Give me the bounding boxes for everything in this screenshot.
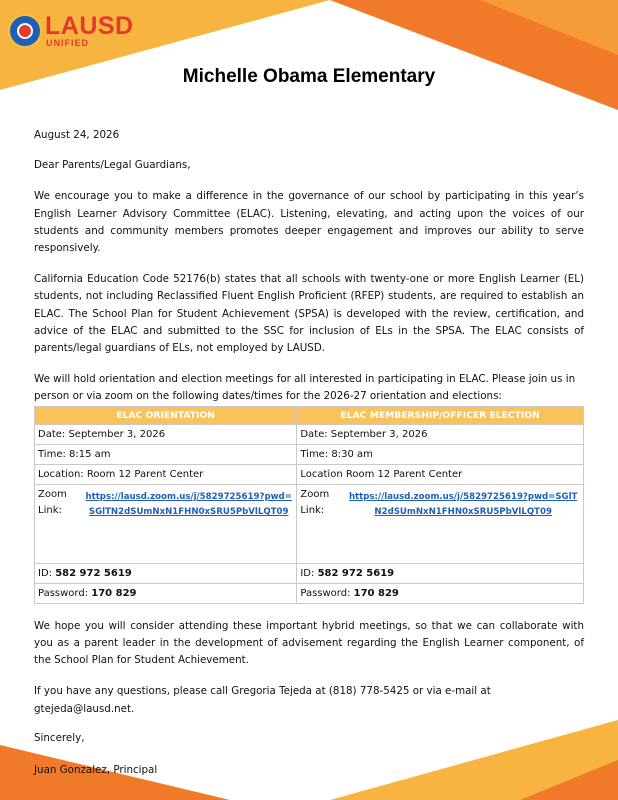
lausd-seal-icon [8,14,42,48]
logo-sub: UNIFIED [46,38,89,48]
zoom-label: Zoom Link: [38,488,67,516]
logo-name: LAUSD [45,12,134,40]
paragraph-education-code: California Education Code 52176(b) states that all schools with twenty-one or more English Learner (EL) students, not including Reclassified Fluent English Proficient (RFEP) students, are required to establish an ELAC. The School Plan for Student Achievement (SPSA) is developed with the review, certification, and advice of the ELAC and submitted to the SSC for inclusion of ELs in the SPSA. The ELAC consists of parents/legal guardians of ELs, not employed by LAUSD. [34,273,584,355]
table-row [35,444,584,464]
table-row [35,583,584,603]
greeting: Dear Parents/Legal Guardians, [34,159,191,172]
election-zoom-cell [297,484,584,563]
election-password [297,583,584,603]
letter-body [34,127,584,779]
id-label: ID: [38,567,56,579]
password-value: 170 829 [353,587,399,599]
meeting-table [34,406,584,604]
header-election: ELAC MEMBERSHIP/OFFICER ELECTION [297,406,584,424]
zoom-label: Zoom Link: [300,488,330,516]
table-row [35,484,584,563]
password-label: Password: [38,587,92,599]
paragraph-intro: We encourage you to make a difference in the governance of our school by participating in this year’s English Learner Advisory Committee (ELAC). Listening, elevating, and acting upon the voices of our students and community members promotes deeper engagement and improves our ability to serve responsively. [34,190,584,255]
table-row [35,563,584,583]
id-value: 582 972 5619 [317,567,395,579]
table-header-row [35,406,584,424]
orientation-zoom-cell [35,484,297,563]
header-orientation: ELAC ORIENTATION [35,406,297,424]
paragraph-hope: We hope you will consider attending these important hybrid meetings, so that we can collaborate with you as a parent leader in the development of advisement regarding the English Learner component, of the School Plan for Student Achievement. [34,619,584,667]
school-title: Michelle Obama Elementary [182,66,436,87]
lausd-logo [8,14,134,48]
election-id [297,563,584,583]
orientation-id [35,563,297,583]
orientation-time: Time: 8:15 am [35,444,297,464]
closing: Sincerely, [34,731,85,744]
password-label: Password: [300,587,354,599]
election-location: Location Room 12 Parent Center [297,464,584,484]
table-row [35,464,584,484]
orientation-location: Location: Room 12 Parent Center [35,464,297,484]
election-date: Date: September 3, 2026 [297,424,584,444]
paragraph-contact: If you have any questions, please call Gregoria Tejeda at (818) 778-5425 or via e-mail at gtejeda@lausd.net. [34,685,491,715]
orientation-password [35,583,297,603]
table-row [35,424,584,444]
election-zoom-link[interactable]: https://lausd.zoom.us/j/5829725619?pwd=SGlTN2dSUmNxN1FHN0xSRU5PbVlLQT09 [348,491,578,517]
id-label: ID: [300,567,318,579]
election-time: Time: 8:30 am [297,444,584,464]
signature: Juan Gonzalez, Principal [34,764,158,777]
password-value: 170 829 [91,587,137,599]
letter-date: August 24, 2026 [34,129,120,141]
paragraph-meetings: We will hold orientation and election meetings for all interested in participating in ELAC. Please join us in person or via zoom on the following dates/times for the 2026-27 orientation and elections: [34,373,576,403]
orientation-date: Date: September 3, 2026 [35,424,297,444]
id-value: 582 972 5619 [55,567,132,579]
lausd-wordmark [45,14,134,48]
orientation-zoom-link[interactable]: https://lausd.zoom.us/j/5829725619?pwd=SGlTN2dSUmNxN1FHN0xSRU5PbVlLQT09 [85,491,292,517]
